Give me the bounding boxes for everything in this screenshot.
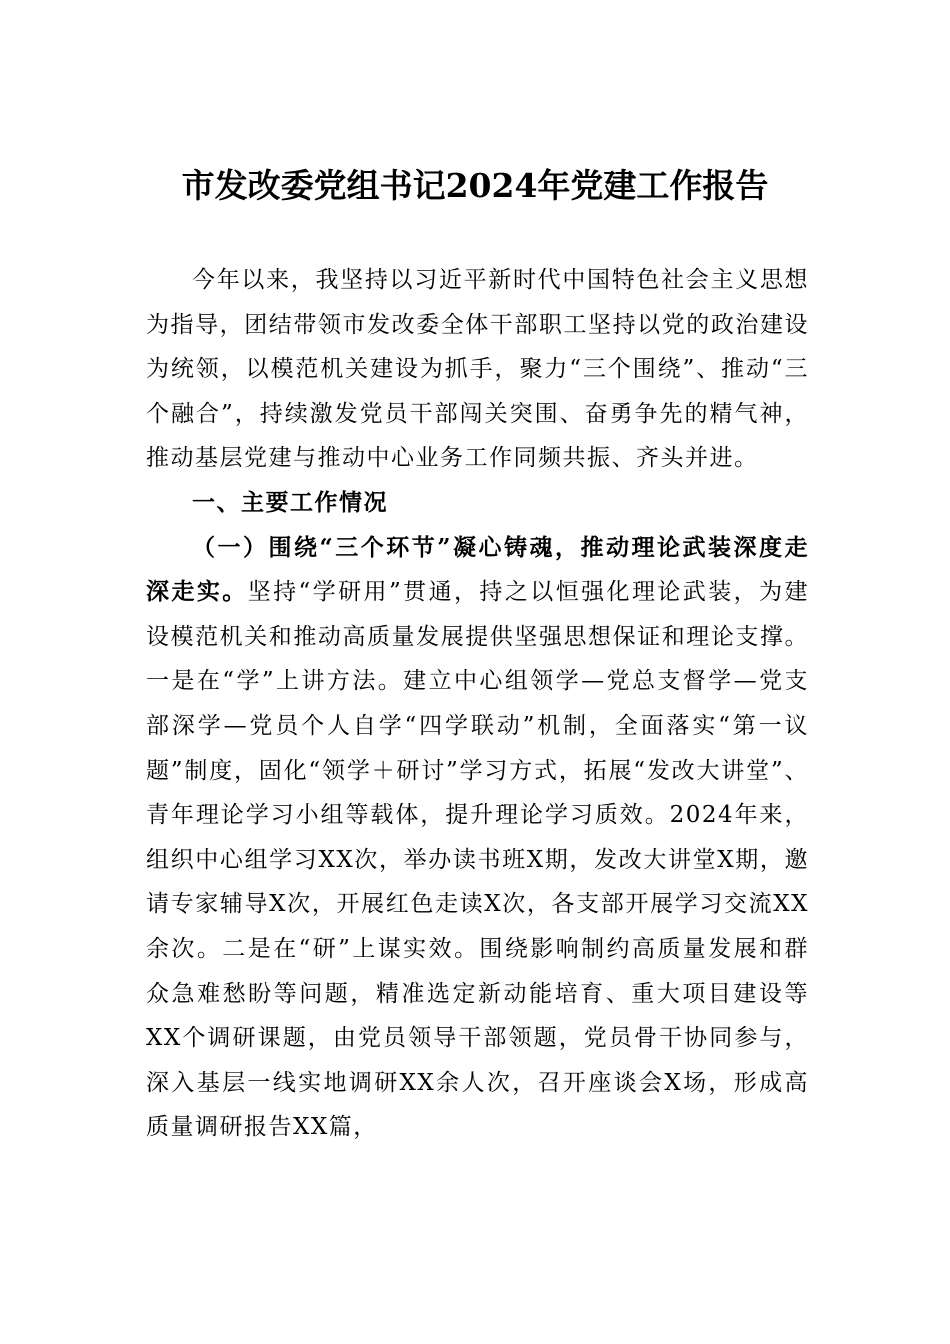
subsection-paragraph [146,526,809,1150]
subsection-body: 坚持“学研用”贯通，持之以恒强化理论武装，为建设模范机关和推动高质量发展提供坚强思想保证和理论支撑。一是在“学”上讲方法。建立中心组领学—党总支督学—党支部深学—党员个人自学“四学联动”机制，全面落实“第一议题”制度，固化“领学＋研讨”学习方式，拓展“发改大讲堂”、青年理论学习小组等载体，提升理论学习质效。2024年来，组织中心组学习XX次，举办读书班X期，发改大讲堂X期，邀请专家辅导X次，开展红色走读X次，各支部开展学习交流XX余次。二是在“研”上谋实效。围绕影响制约高质量发展和群众急难愁盼等问题，精准选定新动能培育、重大项目建设等XX个调研课题，由党员领导干部领题，党员骨干协同参与，深入基层一线实地调研XX余人次，召开座谈会X场，形成高质量调研报告XX篇， [146,579,809,1141]
subsection-heading: （一）围绕“三个环节”凝心铸魂，推动理论武装深度走深走实。 [146,533,809,606]
section-heading: 一、主要工作情况 [192,489,388,516]
document-title: 市发改委党组书记2024年党建工作报告 [181,166,769,205]
document-body [146,258,809,1150]
intro-paragraph: 今年以来，我坚持以习近平新时代中国特色社会主义思想为指导，团结带领市发改委全体干部职工坚持以党的政治建设为统领，以模范机关建设为抓手，聚力“三个围绕”、推动“三个融合”，持续激发党员干部闯关突围、奋勇争先的精气神，推动基层党建与推动中心业务工作同频共振、齐头并进。 [146,267,809,472]
